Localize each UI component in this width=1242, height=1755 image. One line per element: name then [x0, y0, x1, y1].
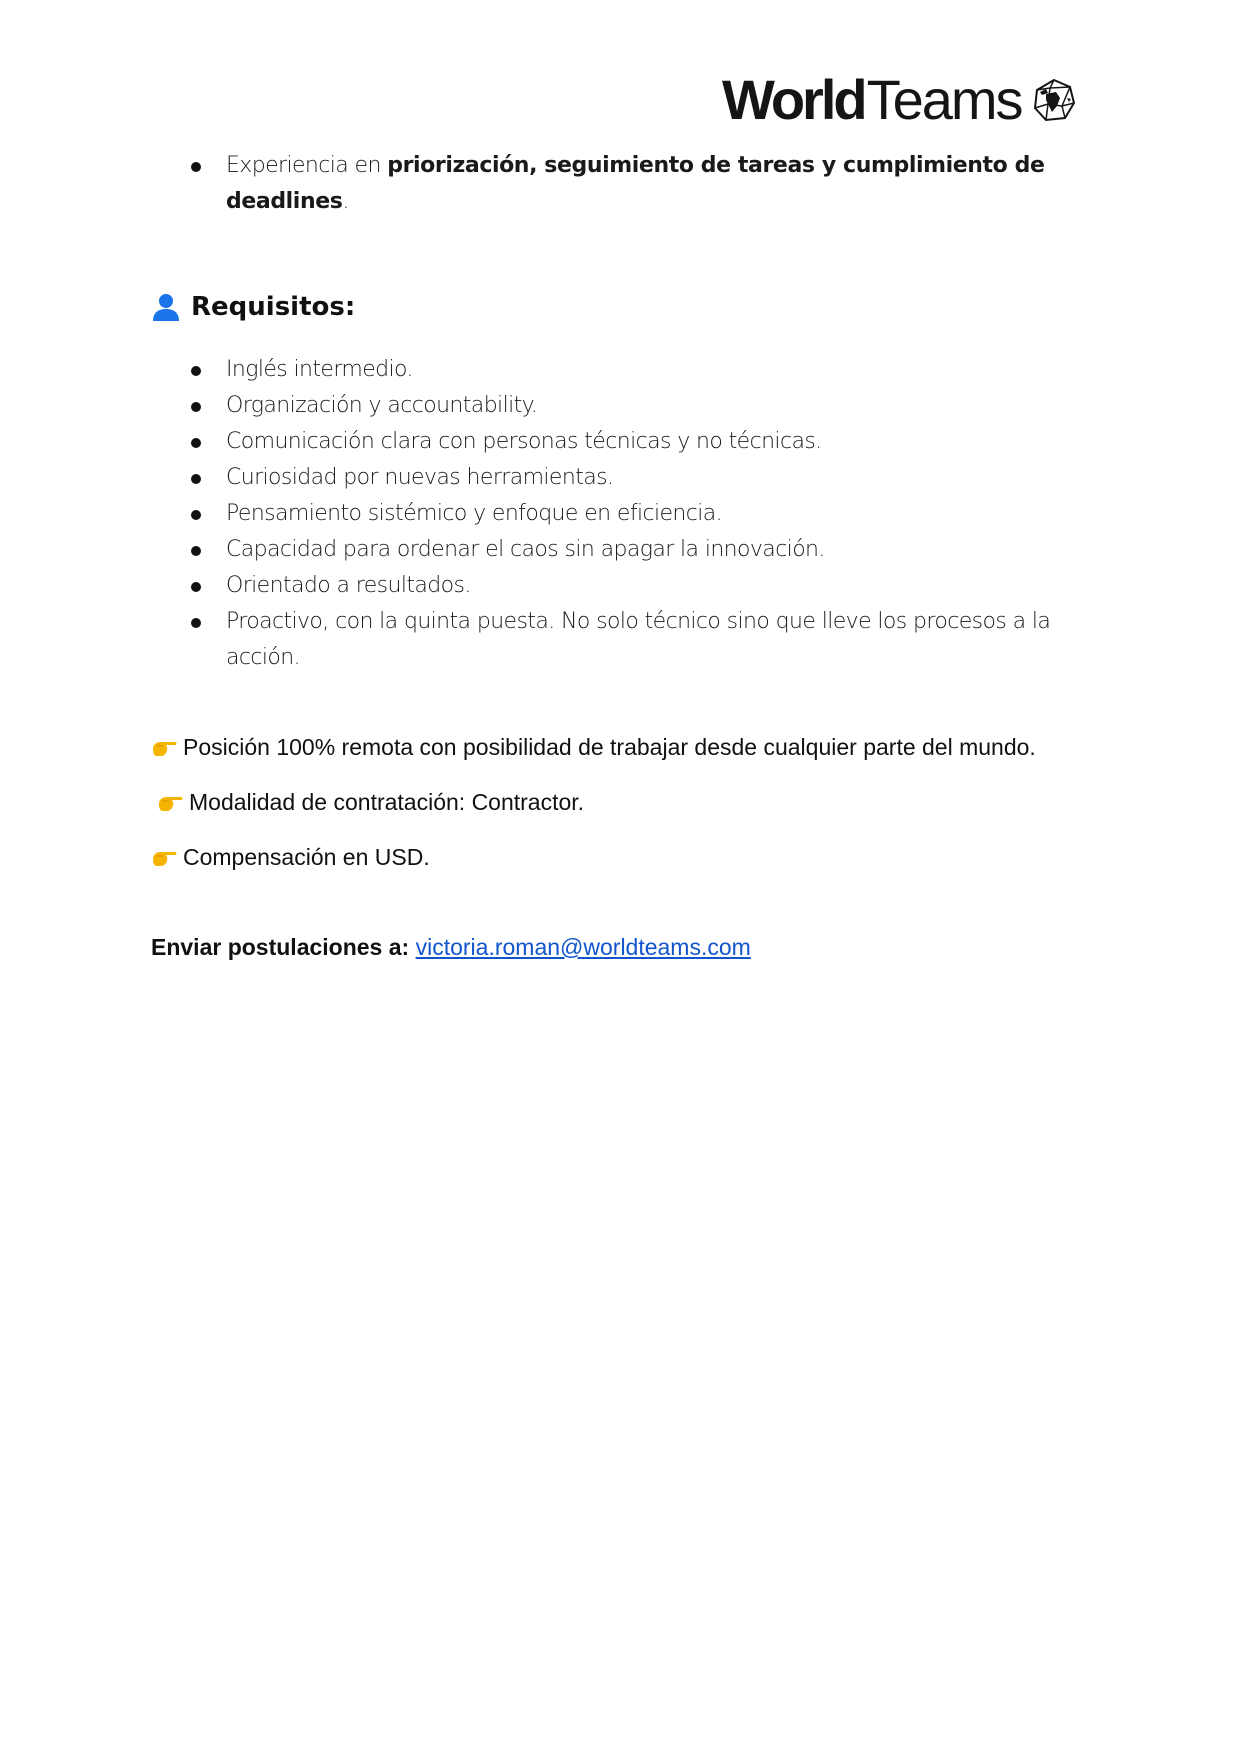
condition-compensation: Compensación en USD.: [151, 844, 430, 871]
bullet-icon: [191, 546, 201, 556]
list-item: Organización y accountability.: [0, 388, 1056, 424]
intro-list: [0, 148, 1056, 220]
bullet-icon: [191, 618, 201, 628]
list-item: Curiosidad por nuevas herramientas.: [0, 460, 1056, 496]
condition-contract: Modalidad de contratación: Contractor.: [157, 789, 584, 816]
bullet-icon: [191, 510, 201, 520]
bullet-icon: [191, 162, 201, 172]
apply-line: [151, 934, 751, 961]
pointing-hand-icon: [151, 847, 177, 869]
list-item: Inglés intermedio.: [0, 352, 1056, 388]
bullet-icon: [191, 582, 201, 592]
list-item: Pensamiento sistémico y enfoque en eficiencia.: [0, 496, 1056, 532]
list-item: Proactivo, con la quinta puesta. No solo técnico sino que lleve los procesos a la acción.: [0, 604, 1056, 676]
logo-text-bold: World: [722, 68, 865, 131]
list-item: Experiencia en priorización, seguimiento de tareas y cumplimiento de deadlines.: [0, 148, 1056, 220]
bullet-icon: [191, 402, 201, 412]
requirements-heading: Requisitos:: [151, 292, 355, 322]
list-item: Orientado a resultados.: [0, 568, 1056, 604]
list-item: Capacidad para ordenar el caos sin apagar la innovación.: [0, 532, 1056, 568]
pointing-hand-icon: [151, 737, 177, 759]
list-item: Comunicación clara con personas técnicas y no técnicas.: [0, 424, 1056, 460]
pointing-hand-icon: [157, 792, 183, 814]
requirements-list: [0, 352, 1056, 676]
bullet-icon: [191, 366, 201, 376]
worldteams-logo: [722, 68, 1076, 131]
globe-polyhedron-icon: [1032, 78, 1076, 122]
person-icon: [151, 292, 181, 322]
email-link[interactable]: victoria.roman@worldteams.com: [415, 934, 751, 960]
logo-text-light: Teams: [866, 68, 1022, 131]
bullet-icon: [191, 474, 201, 484]
condition-remote: Posición 100% remota con posibilidad de trabajar desde cualquier parte del mundo.: [151, 734, 1036, 761]
bullet-icon: [191, 438, 201, 448]
apply-label: Enviar postulaciones a:: [151, 934, 410, 960]
